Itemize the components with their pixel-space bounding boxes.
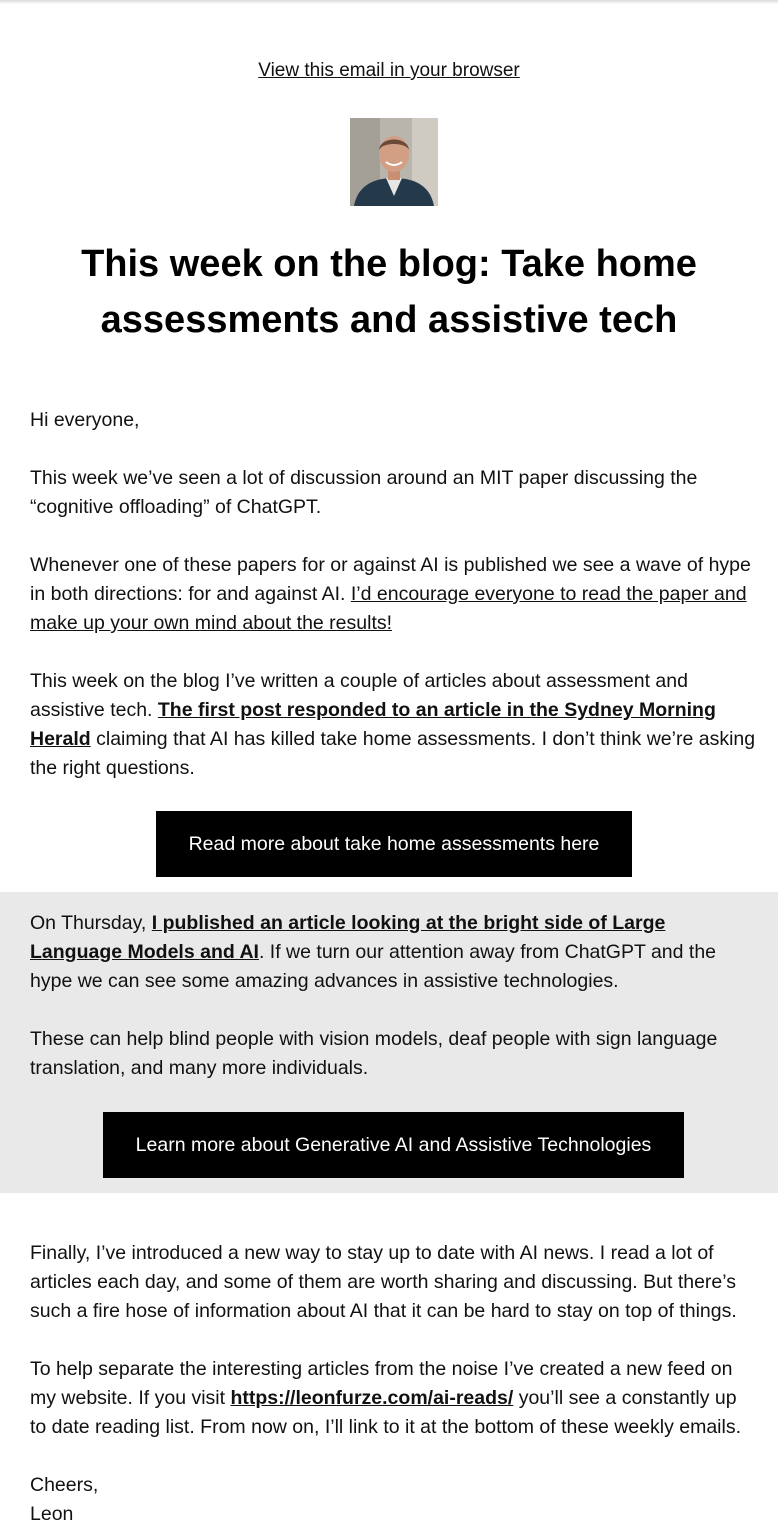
read-paper-link[interactable]: I’d encourage everyone to read the paper and make up your own mind about the results! — [30, 583, 747, 634]
band-p1-text-b: . If we turn our attention away from ChatGPT and the hype we can see some amazing advances in assistive technologies. — [30, 941, 717, 992]
band-section — [0, 909, 778, 1083]
outro-p2-text-a: To help separate the interesting articles from the noise I’ve created a new feed on my website. If you visit — [30, 1358, 733, 1409]
outro-paragraph-2 — [30, 1355, 756, 1442]
top-edge-shadow — [0, 0, 778, 4]
intro-paragraph-3 — [30, 667, 756, 783]
intro-paragraph-1: This week we’ve seen a lot of discussion around an MIT paper discussing the “cognitive offloading” of ChatGPT. — [30, 467, 698, 518]
intro-section — [0, 406, 778, 783]
greeting: Hi everyone, — [30, 409, 140, 431]
smh-article-link[interactable]: The first post responded to an article in the Sydney Morning Herald — [30, 699, 716, 750]
outro-section — [0, 1239, 778, 1529]
outro-paragraph-1: Finally, I’ve introduced a new way to stay up to date with AI news. I read a lot of articles each day, and some of them are worth sharing and discussing. But there’s such a fire hose of information about AI that it can be hard to stay on top of things. — [30, 1242, 737, 1322]
signoff: Cheers, — [30, 1474, 99, 1496]
author-name: Leon — [30, 1503, 74, 1525]
view-in-browser-link[interactable]: View this email in your browser — [258, 60, 520, 81]
band-paragraph-2: These can help blind people with vision models, deaf people with sign language translation, and many more individuals. — [30, 1028, 718, 1079]
assistive-tech-button[interactable]: Learn more about Generative AI and Assistive Technologies — [103, 1112, 684, 1178]
outro-p2-text-b: you’ll see a constantly up to date reading list. From now on, I’ll link to it at the bottom of these weekly emails. — [30, 1387, 741, 1438]
take-home-assessments-button[interactable]: Read more about take home assessments here — [156, 811, 632, 877]
band-p1-text-a: On Thursday, — [30, 912, 152, 934]
author-avatar — [350, 118, 438, 206]
llm-bright-side-link[interactable]: I published an article looking at the bright side of Large Language Models and AI — [30, 912, 666, 963]
intro-p3-text-b: claiming that AI has killed take home assessments. I don’t think we’re asking the right questions. — [30, 728, 756, 779]
intro-p2-text: Whenever one of these papers for or against AI is published we see a wave of hype in both directions: for and against AI. — [30, 554, 751, 605]
band-paragraph-1 — [30, 909, 756, 996]
email-headline: This week on the blog: Take home assessments and assistive tech — [81, 243, 697, 341]
intro-paragraph-2 — [30, 551, 756, 638]
intro-p3-text-a: This week on the blog I’ve written a couple of articles about assessment and assistive tech. — [30, 670, 688, 721]
ai-reads-link[interactable]: https://leonfurze.com/ai-reads/ — [230, 1387, 514, 1409]
